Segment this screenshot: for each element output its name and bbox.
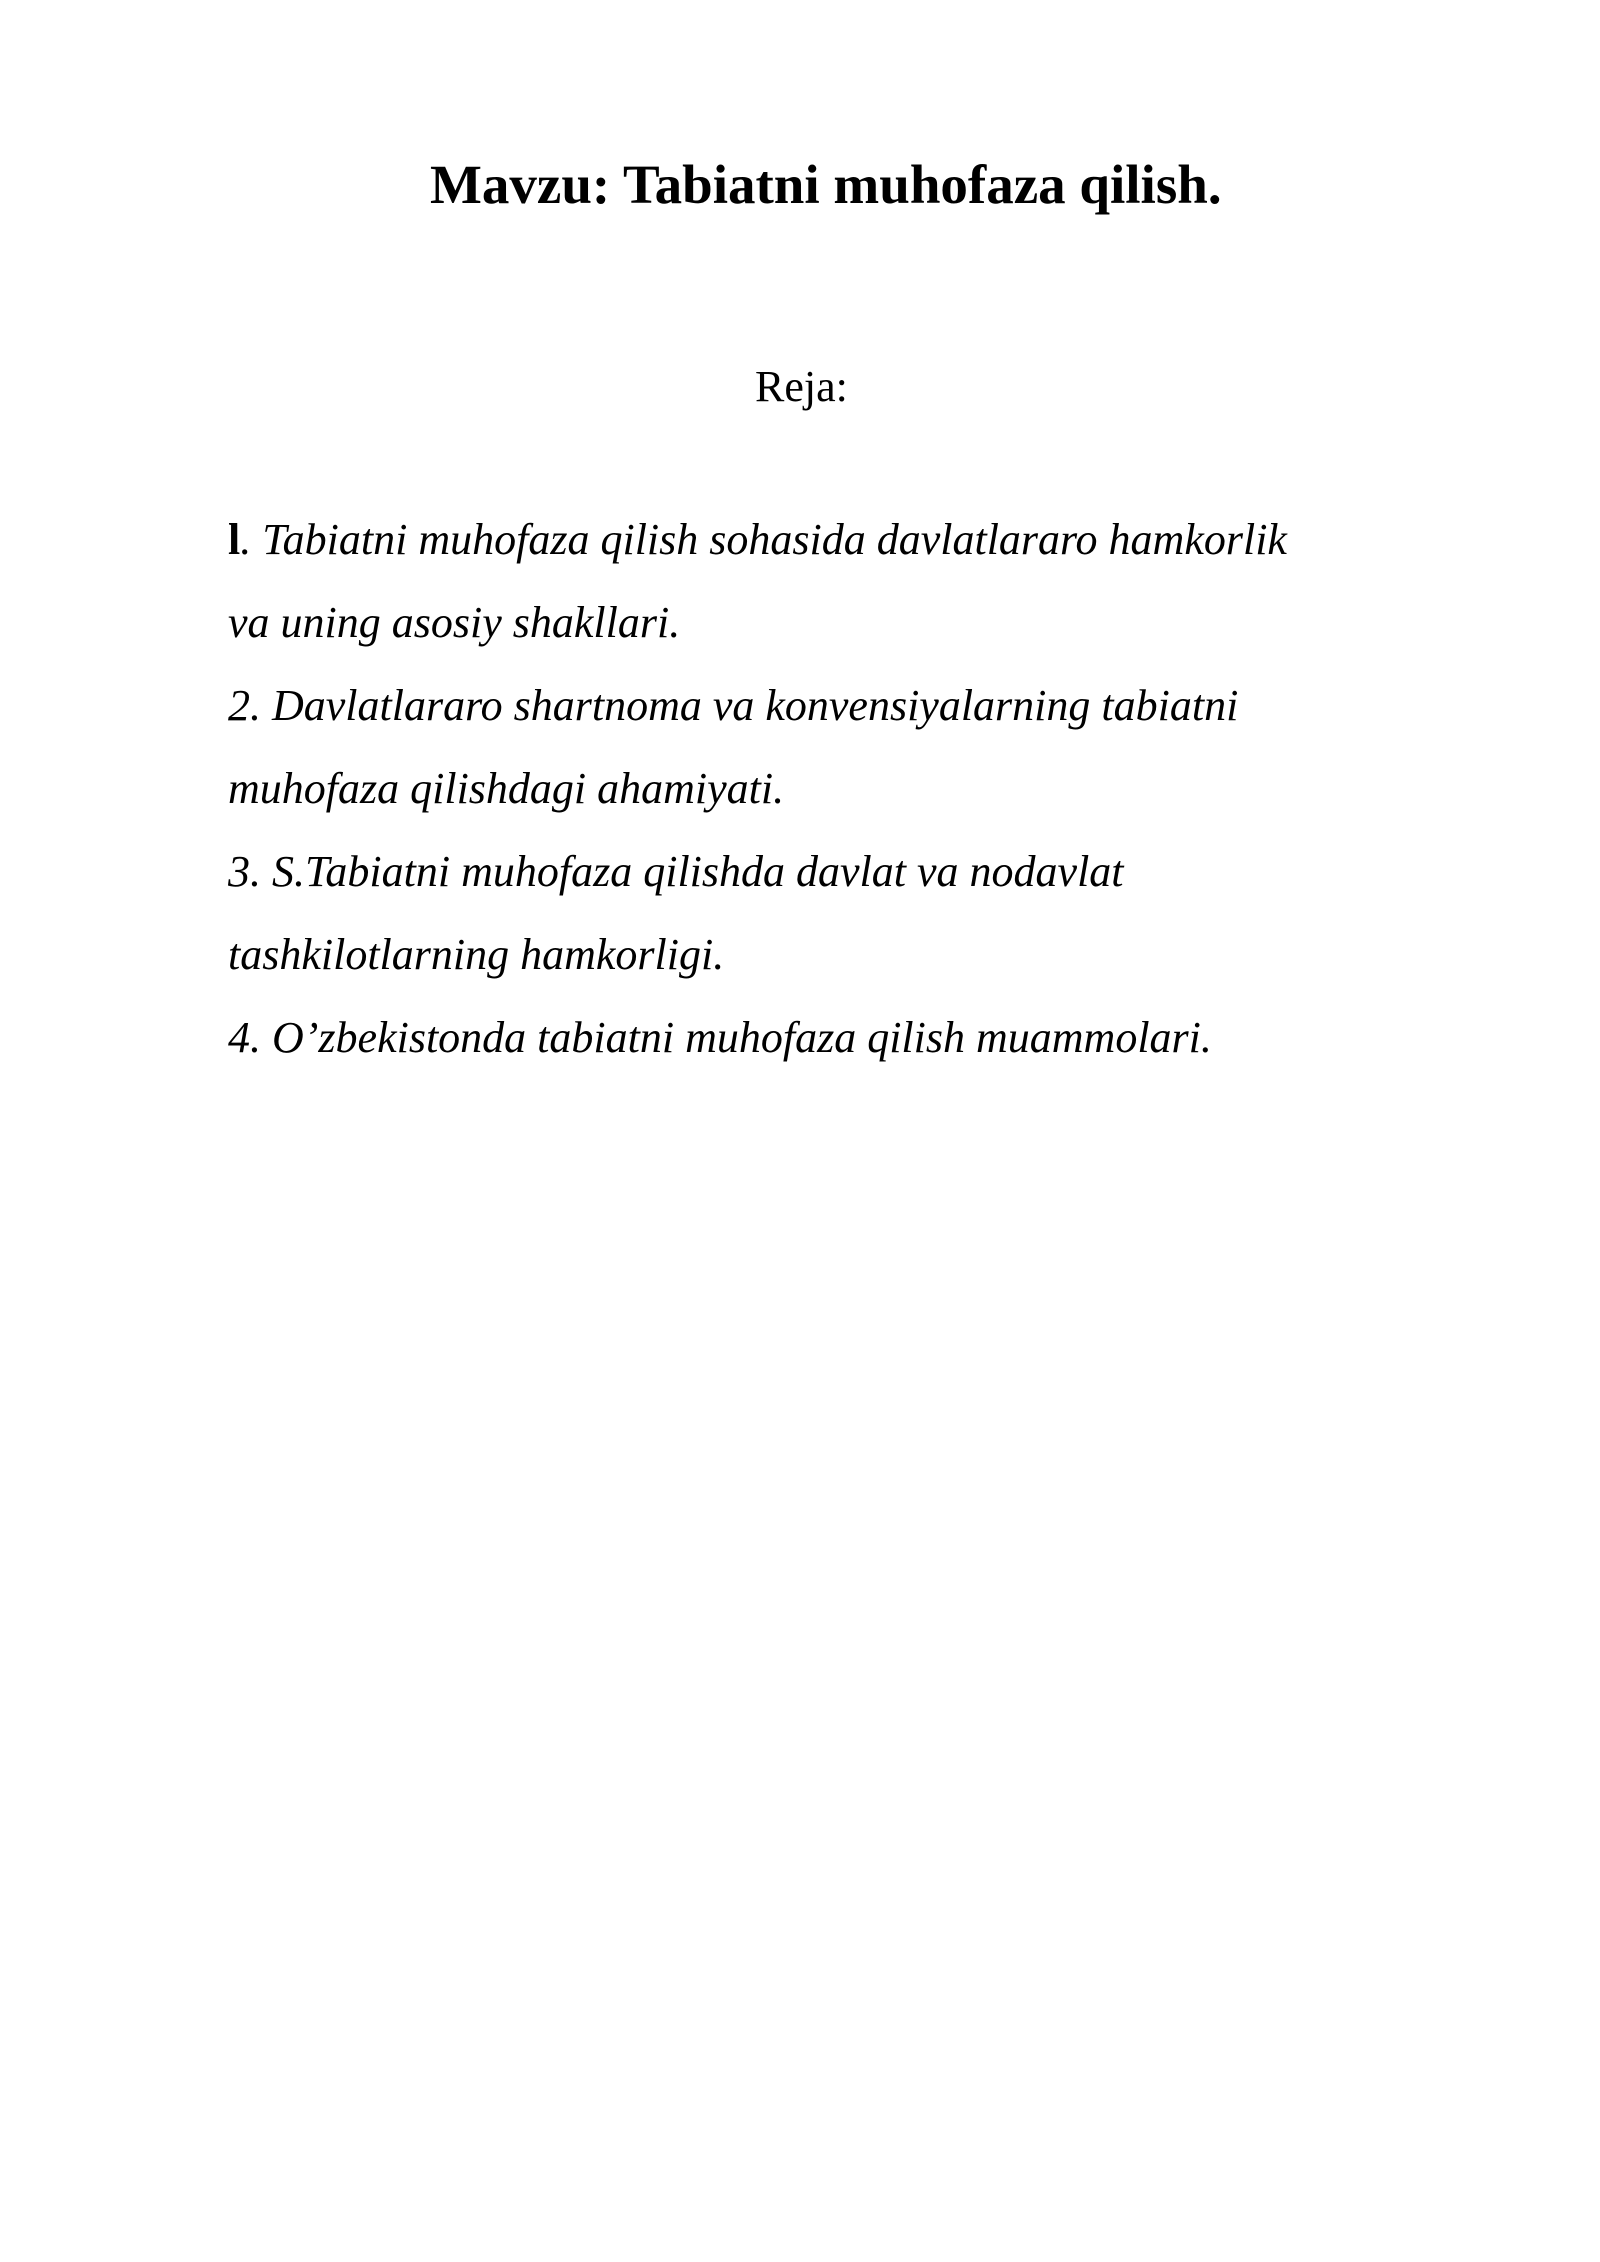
plan-item-line: muhofaza qilishdagi ahamiyati. xyxy=(228,764,785,813)
plan-item-text: . Tabiatni muhofaza qilish sohasida davlatlararo hamkorlik xyxy=(240,515,1287,564)
plan-list xyxy=(228,498,1498,1079)
plan-item-number: 4. xyxy=(228,1013,261,1062)
plan-item-text: O’zbekistonda tabiatni muhofaza qilish muammolari. xyxy=(261,1013,1212,1062)
plan-item-3 xyxy=(228,830,1498,996)
plan-item-line xyxy=(228,664,1498,747)
plan-item-line xyxy=(228,996,1498,1079)
plan-item-line: tashkilotlarning hamkorligi. xyxy=(228,930,725,979)
plan-item-4 xyxy=(228,996,1498,1079)
plan-item-text: S.Tabiatni muhofaza qilishda davlat va nodavlat xyxy=(261,847,1124,896)
plan-item-line: va uning asosiy shakllari. xyxy=(228,598,681,647)
plan-item-line xyxy=(228,830,1498,913)
plan-item-line xyxy=(228,498,1498,581)
plan-heading: Reja: xyxy=(755,362,848,411)
plan-item-1 xyxy=(228,498,1498,664)
plan-item-number: 3. xyxy=(228,847,261,896)
plan-item-2 xyxy=(228,664,1498,830)
plan-item-number: l xyxy=(228,515,241,564)
page-title: Mavzu: Tabiatni muhofaza qilish. xyxy=(430,154,1222,215)
plan-item-number: 2. xyxy=(228,681,261,730)
plan-item-text: Davlatlararo shartnoma va konvensiyalarning tabiatni xyxy=(261,681,1239,730)
